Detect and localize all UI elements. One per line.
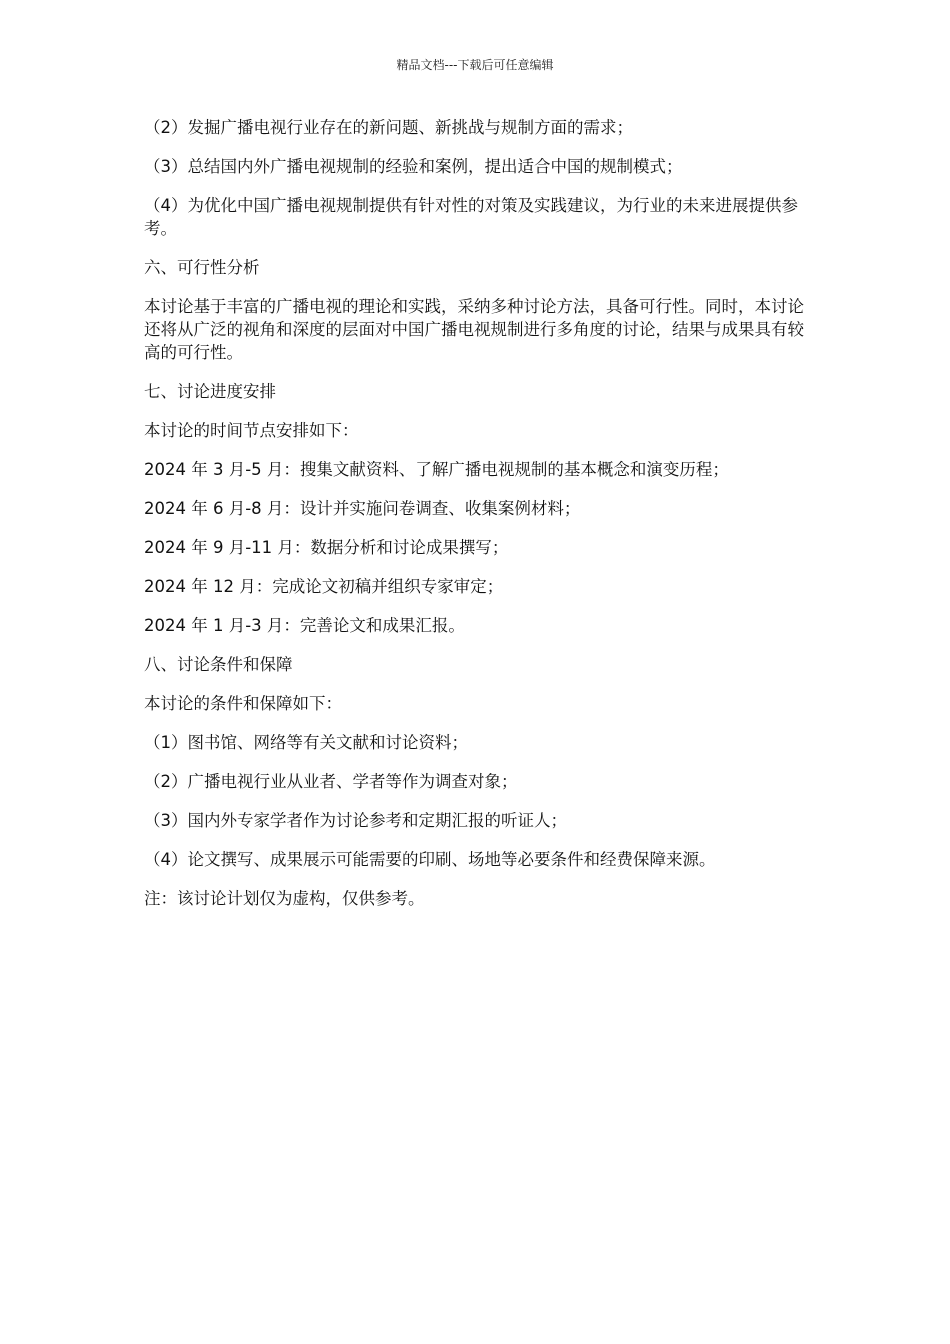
section-heading-conditions: 八、讨论条件和保障 (144, 655, 293, 674)
section-heading-feasibility: 六、可行性分析 (144, 258, 260, 277)
feasibility-paragraph: 本讨论基于丰富的广播电视的理论和实践，采纳多种讨论方法，具备可行性。同时，本讨论还将从广泛的视角和深度的层面对中国广播电视规制进行多角度的讨论，结果与成果具有较高的可行性。 (144, 297, 804, 362)
schedule-item-2: 2024 年 6 月-8 月：设计并实施问卷调查、收集案例材料； (144, 499, 581, 518)
objective-item-2: （2）发掘广播电视行业存在的新问题、新挑战与规制方面的需求； (144, 118, 633, 137)
condition-item-3: （3）国内外专家学者作为讨论参考和定期汇报的听证人； (144, 811, 567, 830)
document-body (144, 116, 814, 926)
objective-item-3: （3）总结国内外广播电视规制的经验和案例，提出适合中国的规制模式； (144, 157, 683, 176)
schedule-item-3: 2024 年 9 月-11 月：数据分析和讨论成果撰写； (144, 538, 509, 557)
schedule-intro: 本讨论的时间节点安排如下： (144, 421, 359, 440)
page-header: 精品文档---下载后可任意编辑 (396, 58, 554, 72)
schedule-item-4: 2024 年 12 月：完成论文初稿并组织专家审定； (144, 577, 504, 596)
footnote: 注：该讨论计划仅为虚构，仅供参考。 (144, 889, 425, 908)
schedule-item-5: 2024 年 1 月-3 月：完善论文和成果汇报。 (144, 616, 465, 635)
schedule-item-1: 2024 年 3 月-5 月：搜集文献资料、了解广播电视规制的基本概念和演变历程； (144, 460, 729, 479)
condition-item-2: （2）广播电视行业从业者、学者等作为调查对象； (144, 772, 518, 791)
objective-item-4: （4）为优化中国广播电视规制提供有针对性的对策及实践建议，为行业的未来进展提供参考。 (144, 196, 798, 238)
section-heading-schedule: 七、讨论进度安排 (144, 382, 276, 401)
conditions-intro: 本讨论的条件和保障如下： (144, 694, 342, 713)
condition-item-4: （4）论文撰写、成果展示可能需要的印刷、场地等必要条件和经费保障来源。 (144, 850, 716, 869)
condition-item-1: （1）图书馆、网络等有关文献和讨论资料； (144, 733, 468, 752)
